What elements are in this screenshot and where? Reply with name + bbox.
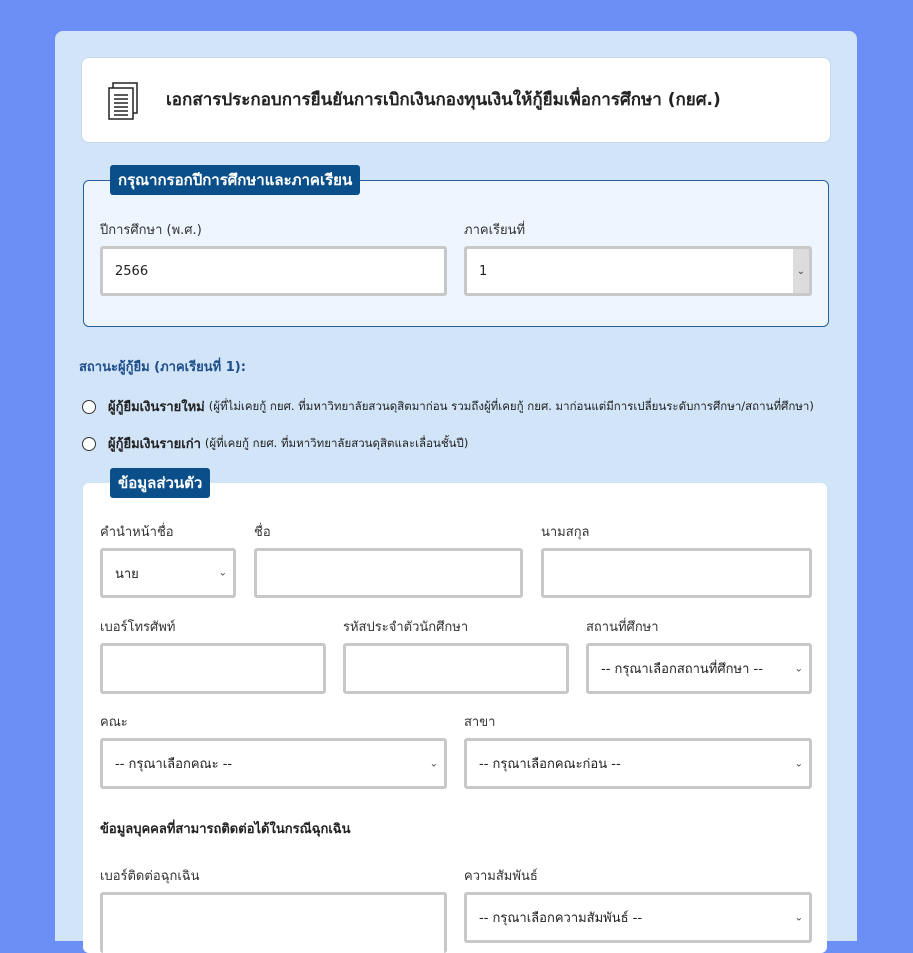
last-name-input[interactable] [541,548,812,598]
chevron-down-icon: ⌄ [794,758,803,769]
header-card [81,57,831,143]
major-value: -- กรุณาเลือกคณะก่อน -- [479,757,621,772]
prefix-select[interactable] [100,548,236,598]
academic-year-value: 2566 [115,263,149,279]
major-select[interactable] [464,738,812,789]
first-name-input[interactable] [254,548,523,598]
radio-label: ผู้กู้ยืมเงินรายใหม่ [108,400,205,415]
chevron-down-icon: ⌄ [794,912,803,923]
radio-existing-borrower[interactable] [82,433,468,454]
student-id-input[interactable] [343,643,569,694]
chevron-down-icon: ⌄ [429,758,438,769]
prefix-value: นาย [115,566,139,582]
relation-value: -- กรุณาเลือกความสัมพันธ์ -- [479,911,643,926]
radio-button[interactable] [82,437,96,451]
faculty-value: -- กรุณาเลือกคณะ -- [115,757,233,772]
phone-input[interactable] [100,643,326,694]
major-label: สาขา [464,715,496,730]
document-icon [106,82,140,120]
year-label: ปีการศึกษา (พ.ศ.) [100,223,202,238]
radio-new-borrower[interactable] [82,396,814,417]
semester-label: ภาคเรียนที่ [464,223,526,238]
faculty-select[interactable] [100,738,447,789]
radio-note: (ผู้ที่เคยกู้ กยศ. ที่มหาวิทยาลัยสวนดุสิตและเลื่อนชั้นปี) [204,435,469,450]
chevron-down-icon: ⌄ [218,567,227,579]
relation-select[interactable] [464,892,812,943]
faculty-label: คณะ [100,715,128,730]
academic-year-input[interactable] [100,246,447,296]
form-panel [55,31,857,941]
first-name-label: ชื่อ [254,525,271,540]
student-id-label: รหัสประจำตัวนักศึกษา [343,620,469,635]
prefix-label: คำนำหน้าชื่อ [100,525,174,540]
chevron-down-icon: ⌄ [794,663,803,674]
relation-label: ความสัมพันธ์ [464,869,538,884]
phone-label: เบอร์โทรศัพท์ [100,620,176,635]
radio-button[interactable] [82,400,96,414]
personal-info-card [83,483,827,953]
semester-select[interactable] [464,246,812,296]
term-legend: กรุณากรอกปีการศึกษาและภาคเรียน [110,165,360,195]
campus-select[interactable] [586,643,812,694]
term-fieldset [83,180,829,327]
status-title: สถานะผู้กู้ยืม (ภาคเรียนที่ 1): [79,360,246,375]
page-title: เอกสารประกอบการยืนยันการเบิกเงินกองทุนเงินให้กู้ยืมเพื่อการศึกษา (กยศ.) [166,90,721,110]
campus-value: -- กรุณาเลือกสถานที่ศึกษา -- [601,662,763,677]
campus-label: สถานที่ศึกษา [586,620,659,635]
semester-value: 1 [479,263,488,279]
chevron-down-icon: ⌄ [793,249,809,293]
radio-label: ผู้กู้ยืมเงินรายเก่า [108,437,201,452]
emergency-phone-input[interactable] [100,892,447,953]
radio-note: (ผู้ที่ไม่เคยกู้ กยศ. ที่มหาวิทยาลัยสวนดุสิตมาก่อน รวมถึงผู้ที่เคยกู้ กยศ. มาก่อนแต่มีการเปลี่ยนระดับการศึกษา/สถานที่ศึกษา) [208,398,814,413]
last-name-label: นามสกุล [541,525,590,540]
emergency-title: ข้อมูลบุคคลที่สามารถติดต่อได้ในกรณีฉุกเฉิน [100,822,351,837]
emergency-phone-label: เบอร์ติดต่อฉุกเฉิน [100,869,200,884]
personal-legend: ข้อมูลส่วนตัว [110,468,210,498]
